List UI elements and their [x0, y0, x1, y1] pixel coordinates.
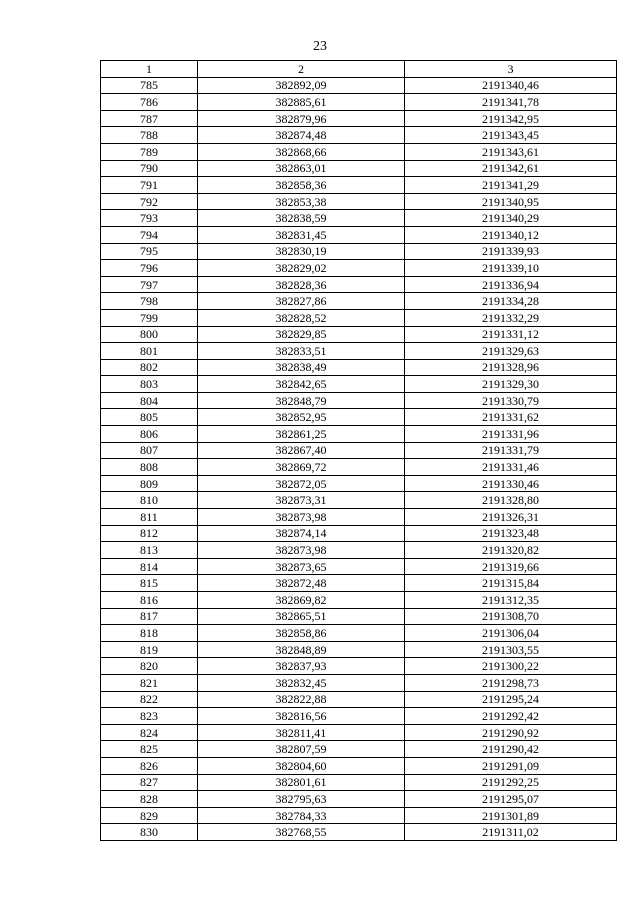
- x-coordinate-cell: 382784,33: [198, 807, 405, 824]
- point-number-cell: 792: [101, 193, 198, 210]
- point-number-cell: 786: [101, 94, 198, 111]
- table-row: [101, 376, 617, 393]
- point-number-cell: 817: [101, 608, 198, 625]
- table-row: [101, 426, 617, 443]
- x-coordinate-cell: 382873,31: [198, 492, 405, 509]
- point-number-cell: 819: [101, 641, 198, 658]
- point-number-cell: 795: [101, 243, 198, 260]
- x-coordinate-cell: 382869,72: [198, 459, 405, 476]
- y-coordinate-cell: 2191326,31: [405, 509, 617, 526]
- y-coordinate-cell: 2191308,70: [405, 608, 617, 625]
- x-coordinate-cell: 382848,89: [198, 641, 405, 658]
- y-coordinate-cell: 2191332,29: [405, 309, 617, 326]
- table-row: [101, 708, 617, 725]
- column-header-1: 1: [101, 61, 198, 78]
- x-coordinate-cell: 382852,95: [198, 409, 405, 426]
- table-row: [101, 309, 617, 326]
- y-coordinate-cell: 2191298,73: [405, 674, 617, 691]
- point-number-cell: 827: [101, 774, 198, 791]
- y-coordinate-cell: 2191320,82: [405, 542, 617, 559]
- y-coordinate-cell: 2191331,96: [405, 426, 617, 443]
- x-coordinate-cell: 382828,36: [198, 276, 405, 293]
- point-number-cell: 830: [101, 824, 198, 841]
- x-coordinate-cell: 382879,96: [198, 110, 405, 127]
- y-coordinate-cell: 2191331,62: [405, 409, 617, 426]
- point-number-cell: 789: [101, 143, 198, 160]
- table-row: [101, 160, 617, 177]
- table-row: [101, 757, 617, 774]
- y-coordinate-cell: 2191329,30: [405, 376, 617, 393]
- point-number-cell: 787: [101, 110, 198, 127]
- table-row: [101, 409, 617, 426]
- y-coordinate-cell: 2191315,84: [405, 575, 617, 592]
- x-coordinate-cell: 382853,38: [198, 193, 405, 210]
- x-coordinate-cell: 382768,55: [198, 824, 405, 841]
- table-body: [101, 77, 617, 840]
- table-row: [101, 807, 617, 824]
- point-number-cell: 807: [101, 442, 198, 459]
- point-number-cell: 815: [101, 575, 198, 592]
- point-number-cell: 803: [101, 376, 198, 393]
- point-number-cell: 800: [101, 326, 198, 343]
- y-coordinate-cell: 2191342,95: [405, 110, 617, 127]
- x-coordinate-cell: 382816,56: [198, 708, 405, 725]
- table-row: [101, 724, 617, 741]
- x-coordinate-cell: 382892,09: [198, 77, 405, 94]
- table-row: [101, 625, 617, 642]
- y-coordinate-cell: 2191343,61: [405, 143, 617, 160]
- point-number-cell: 812: [101, 525, 198, 542]
- x-coordinate-cell: 382874,48: [198, 127, 405, 144]
- x-coordinate-cell: 382868,66: [198, 143, 405, 160]
- table-row: [101, 359, 617, 376]
- x-coordinate-cell: 382873,98: [198, 509, 405, 526]
- x-coordinate-cell: 382827,86: [198, 293, 405, 310]
- coordinates-table: [100, 60, 617, 841]
- x-coordinate-cell: 382867,40: [198, 442, 405, 459]
- point-number-cell: 810: [101, 492, 198, 509]
- point-number-cell: 804: [101, 392, 198, 409]
- y-coordinate-cell: 2191301,89: [405, 807, 617, 824]
- x-coordinate-cell: 382885,61: [198, 94, 405, 111]
- table-row: [101, 77, 617, 94]
- y-coordinate-cell: 2191312,35: [405, 592, 617, 609]
- x-coordinate-cell: 382869,82: [198, 592, 405, 609]
- x-coordinate-cell: 382872,05: [198, 475, 405, 492]
- column-header-2: 2: [198, 61, 405, 78]
- x-coordinate-cell: 382842,65: [198, 376, 405, 393]
- y-coordinate-cell: 2191341,78: [405, 94, 617, 111]
- x-coordinate-cell: 382828,52: [198, 309, 405, 326]
- x-coordinate-cell: 382874,14: [198, 525, 405, 542]
- table-row: [101, 276, 617, 293]
- x-coordinate-cell: 382858,36: [198, 177, 405, 194]
- x-coordinate-cell: 382873,98: [198, 542, 405, 559]
- table-row: [101, 127, 617, 144]
- point-number-cell: 788: [101, 127, 198, 144]
- point-number-cell: 798: [101, 293, 198, 310]
- point-number-cell: 799: [101, 309, 198, 326]
- table-row: [101, 691, 617, 708]
- x-coordinate-cell: 382863,01: [198, 160, 405, 177]
- table-row: [101, 326, 617, 343]
- table-row: [101, 608, 617, 625]
- table-row: [101, 741, 617, 758]
- point-number-cell: 814: [101, 558, 198, 575]
- y-coordinate-cell: 2191311,02: [405, 824, 617, 841]
- point-number-cell: 818: [101, 625, 198, 642]
- x-coordinate-cell: 382848,79: [198, 392, 405, 409]
- x-coordinate-cell: 382804,60: [198, 757, 405, 774]
- table-row: [101, 343, 617, 360]
- x-coordinate-cell: 382807,59: [198, 741, 405, 758]
- table-row: [101, 143, 617, 160]
- table-row: [101, 592, 617, 609]
- point-number-cell: 820: [101, 658, 198, 675]
- y-coordinate-cell: 2191331,12: [405, 326, 617, 343]
- y-coordinate-cell: 2191334,28: [405, 293, 617, 310]
- point-number-cell: 829: [101, 807, 198, 824]
- y-coordinate-cell: 2191330,79: [405, 392, 617, 409]
- point-number-cell: 802: [101, 359, 198, 376]
- x-coordinate-cell: 382832,45: [198, 674, 405, 691]
- table-row: [101, 509, 617, 526]
- point-number-cell: 794: [101, 226, 198, 243]
- point-number-cell: 816: [101, 592, 198, 609]
- x-coordinate-cell: 382830,19: [198, 243, 405, 260]
- y-coordinate-cell: 2191328,80: [405, 492, 617, 509]
- point-number-cell: 822: [101, 691, 198, 708]
- table-row: [101, 392, 617, 409]
- x-coordinate-cell: 382872,48: [198, 575, 405, 592]
- table-row: [101, 226, 617, 243]
- y-coordinate-cell: 2191340,29: [405, 210, 617, 227]
- x-coordinate-cell: 382833,51: [198, 343, 405, 360]
- y-coordinate-cell: 2191341,29: [405, 177, 617, 194]
- table-row: [101, 94, 617, 111]
- table-row: [101, 558, 617, 575]
- y-coordinate-cell: 2191291,09: [405, 757, 617, 774]
- x-coordinate-cell: 382811,41: [198, 724, 405, 741]
- point-number-cell: 813: [101, 542, 198, 559]
- table-row: [101, 658, 617, 675]
- y-coordinate-cell: 2191339,10: [405, 260, 617, 277]
- table-row: [101, 774, 617, 791]
- y-coordinate-cell: 2191329,63: [405, 343, 617, 360]
- x-coordinate-cell: 382858,86: [198, 625, 405, 642]
- point-number-cell: 793: [101, 210, 198, 227]
- x-coordinate-cell: 382838,49: [198, 359, 405, 376]
- y-coordinate-cell: 2191328,96: [405, 359, 617, 376]
- y-coordinate-cell: 2191300,22: [405, 658, 617, 675]
- y-coordinate-cell: 2191292,42: [405, 708, 617, 725]
- y-coordinate-cell: 2191340,12: [405, 226, 617, 243]
- y-coordinate-cell: 2191330,46: [405, 475, 617, 492]
- table-row: [101, 542, 617, 559]
- x-coordinate-cell: 382822,88: [198, 691, 405, 708]
- table-row: [101, 575, 617, 592]
- y-coordinate-cell: 2191331,46: [405, 459, 617, 476]
- page-number: 23: [313, 39, 327, 54]
- table-row: [101, 210, 617, 227]
- table-row: [101, 459, 617, 476]
- point-number-cell: 809: [101, 475, 198, 492]
- table-row: [101, 110, 617, 127]
- y-coordinate-cell: 2191303,55: [405, 641, 617, 658]
- table-row: [101, 243, 617, 260]
- x-coordinate-cell: 382865,51: [198, 608, 405, 625]
- point-number-cell: 805: [101, 409, 198, 426]
- x-coordinate-cell: 382831,45: [198, 226, 405, 243]
- table-row: [101, 791, 617, 808]
- point-number-cell: 791: [101, 177, 198, 194]
- point-number-cell: 785: [101, 77, 198, 94]
- table-row: [101, 442, 617, 459]
- table-row: [101, 475, 617, 492]
- x-coordinate-cell: 382838,59: [198, 210, 405, 227]
- y-coordinate-cell: 2191295,07: [405, 791, 617, 808]
- point-number-cell: 808: [101, 459, 198, 476]
- point-number-cell: 801: [101, 343, 198, 360]
- y-coordinate-cell: 2191295,24: [405, 691, 617, 708]
- point-number-cell: 826: [101, 757, 198, 774]
- x-coordinate-cell: 382829,85: [198, 326, 405, 343]
- point-number-cell: 797: [101, 276, 198, 293]
- y-coordinate-cell: 2191340,46: [405, 77, 617, 94]
- x-coordinate-cell: 382829,02: [198, 260, 405, 277]
- table-row: [101, 525, 617, 542]
- point-number-cell: 828: [101, 791, 198, 808]
- column-header-3: 3: [405, 61, 617, 78]
- y-coordinate-cell: 2191292,25: [405, 774, 617, 791]
- table-row: [101, 492, 617, 509]
- y-coordinate-cell: 2191339,93: [405, 243, 617, 260]
- point-number-cell: 790: [101, 160, 198, 177]
- y-coordinate-cell: 2191306,04: [405, 625, 617, 642]
- y-coordinate-cell: 2191319,66: [405, 558, 617, 575]
- point-number-cell: 811: [101, 509, 198, 526]
- x-coordinate-cell: 382873,65: [198, 558, 405, 575]
- header-row: [101, 61, 617, 78]
- table-row: [101, 641, 617, 658]
- y-coordinate-cell: 2191290,92: [405, 724, 617, 741]
- table-row: [101, 293, 617, 310]
- point-number-cell: 806: [101, 426, 198, 443]
- point-number-cell: 824: [101, 724, 198, 741]
- table-row: [101, 193, 617, 210]
- x-coordinate-cell: 382861,25: [198, 426, 405, 443]
- point-number-cell: 823: [101, 708, 198, 725]
- x-coordinate-cell: 382801,61: [198, 774, 405, 791]
- table-row: [101, 824, 617, 841]
- y-coordinate-cell: 2191323,48: [405, 525, 617, 542]
- y-coordinate-cell: 2191340,95: [405, 193, 617, 210]
- point-number-cell: 821: [101, 674, 198, 691]
- y-coordinate-cell: 2191331,79: [405, 442, 617, 459]
- point-number-cell: 825: [101, 741, 198, 758]
- y-coordinate-cell: 2191290,42: [405, 741, 617, 758]
- y-coordinate-cell: 2191342,61: [405, 160, 617, 177]
- y-coordinate-cell: 2191343,45: [405, 127, 617, 144]
- y-coordinate-cell: 2191336,94: [405, 276, 617, 293]
- x-coordinate-cell: 382795,63: [198, 791, 405, 808]
- table-row: [101, 177, 617, 194]
- table-row: [101, 674, 617, 691]
- table-row: [101, 260, 617, 277]
- x-coordinate-cell: 382837,93: [198, 658, 405, 675]
- point-number-cell: 796: [101, 260, 198, 277]
